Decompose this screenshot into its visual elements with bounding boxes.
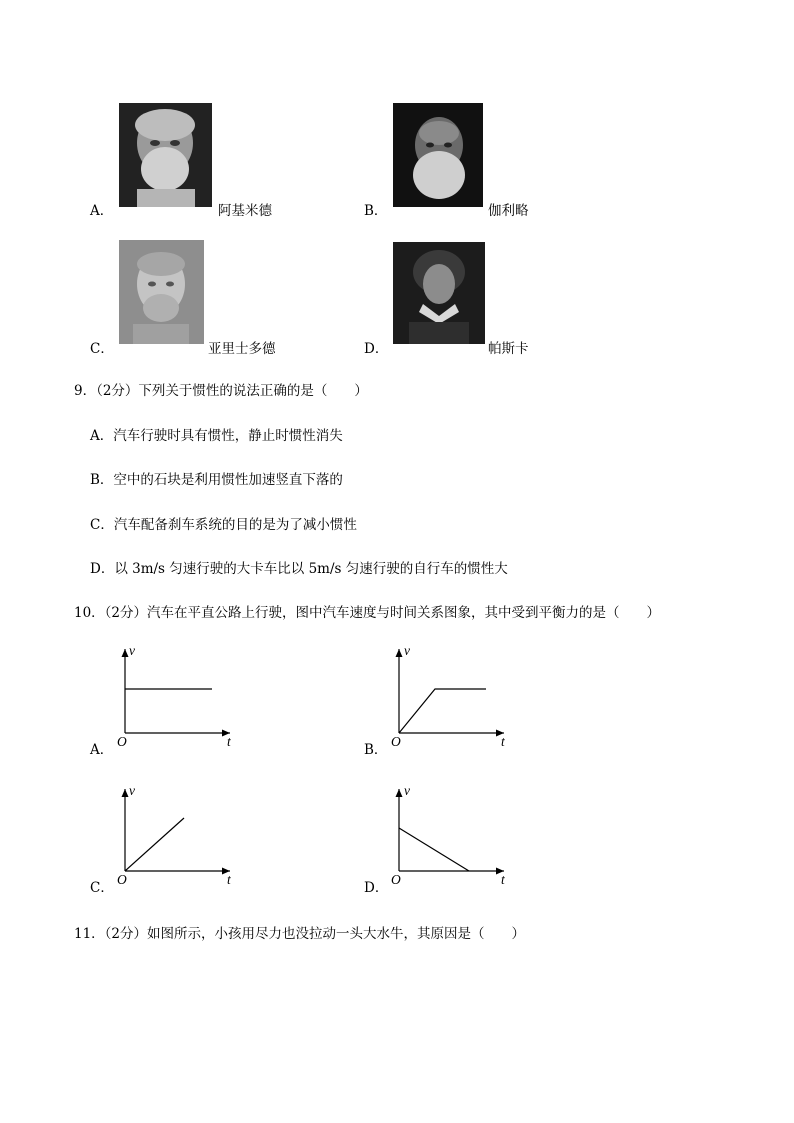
q9-option-d: D．以 3m/s 匀速行驶的大卡车比以 5m/s 匀速行驶的自行车的惯性大 <box>90 561 508 577</box>
y-axis-label: v <box>129 783 135 798</box>
option-letter: A． <box>90 203 114 219</box>
y-axis-label: v <box>404 783 410 798</box>
x-axis-label: t <box>501 872 505 887</box>
option-letter: D． <box>364 341 389 357</box>
x-axis-label: t <box>227 872 231 887</box>
graph-line <box>399 689 486 733</box>
option-letter: B． <box>364 742 388 758</box>
velocity-time-graph-c <box>112 783 242 891</box>
scientist-name: 阿基米德 <box>218 203 272 219</box>
q10-stem: 10．（2分）汽车在平直公路上行驶，图中汽车速度与时间关系图象，其中受到平衡力的是（ ） <box>74 605 661 621</box>
x-axis-label: t <box>501 734 505 749</box>
galileo-portrait-icon <box>393 103 483 207</box>
q11-stem: 11．（2分）如图所示，小孩用尽力也没拉动一头大水牛，其原因是（ ） <box>74 926 526 942</box>
q9-option-c: C．汽车配备刹车系统的目的是为了减小惯性 <box>90 517 357 533</box>
scientist-name: 帕斯卡 <box>488 341 529 357</box>
x-axis-label: t <box>227 734 231 749</box>
scientist-name: 伽利略 <box>488 203 529 219</box>
q9-option-a: A．汽车行驶时具有惯性，静止时惯性消失 <box>90 428 343 444</box>
graph-line <box>399 828 469 871</box>
archimedes-bust-icon <box>119 103 212 207</box>
velocity-time-graph-d <box>386 783 516 891</box>
y-axis-label: v <box>129 643 135 658</box>
scientist-name: 亚里士多德 <box>208 341 276 357</box>
velocity-time-graph-a <box>112 643 242 751</box>
origin-label: O <box>391 734 401 749</box>
velocity-time-graph-b <box>386 643 516 751</box>
origin-label: O <box>117 734 127 749</box>
q9-stem: 9．（2分）下列关于惯性的说法正确的是（ ） <box>74 383 368 399</box>
aristotle-bust-icon <box>119 240 204 344</box>
origin-label: O <box>117 872 127 887</box>
q9-option-b: B．空中的石块是利用惯性加速竖直下落的 <box>90 472 343 488</box>
option-letter: B． <box>364 203 388 219</box>
y-axis-label: v <box>404 643 410 658</box>
option-letter: C． <box>90 341 114 357</box>
option-letter: A． <box>90 742 114 758</box>
origin-label: O <box>391 872 401 887</box>
option-letter: C． <box>90 880 114 896</box>
pascal-portrait-icon <box>393 242 485 344</box>
graph-line <box>125 818 184 871</box>
option-letter: D． <box>364 880 389 896</box>
